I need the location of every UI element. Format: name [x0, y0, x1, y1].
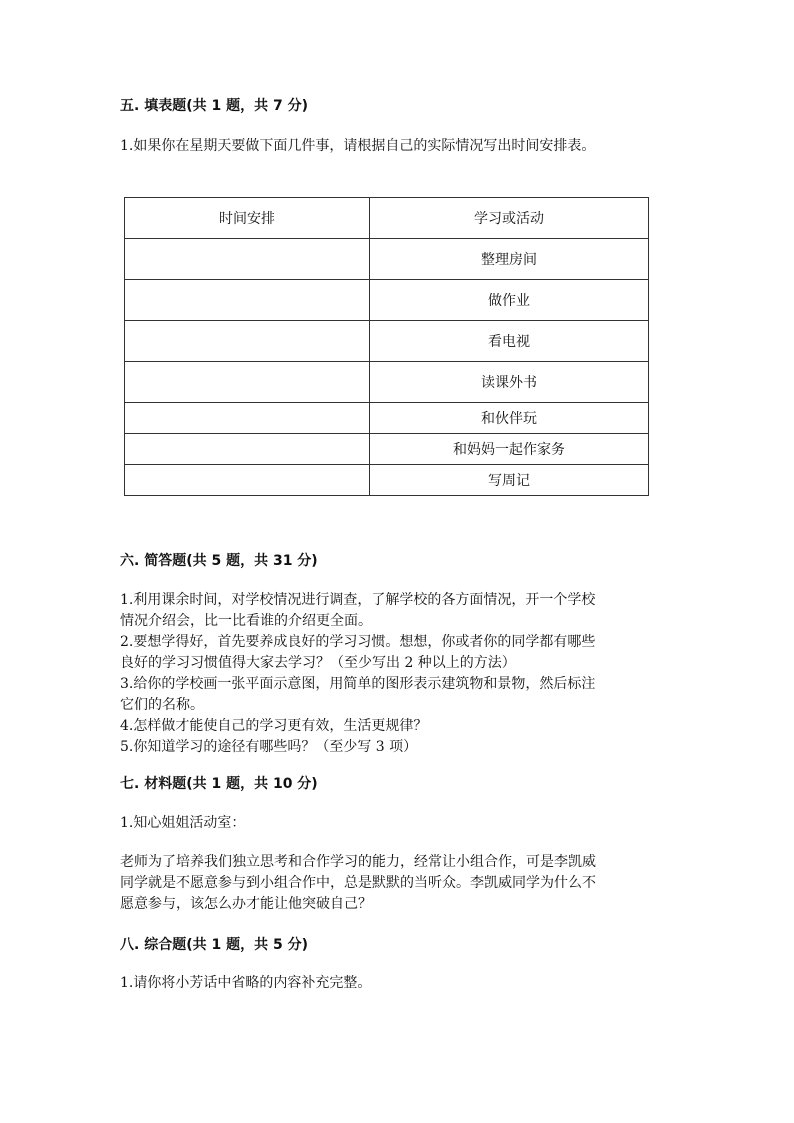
- question-line: 它们的名称。: [120, 697, 204, 713]
- table-row: [125, 321, 649, 362]
- time-cell[interactable]: [125, 465, 370, 496]
- time-cell[interactable]: [125, 434, 370, 465]
- question-line: 情况介绍会，比一比看谁的介绍更全面。: [120, 613, 372, 629]
- material-line: 同学就是不愿意参与到小组合作中，总是默默的当听众。李凯威同学为什么不: [120, 875, 596, 891]
- question-text: 1.如果你在星期天要做下面几件事，请根据自己的实际情况写出时间安排表。: [120, 138, 596, 154]
- table-row: [125, 434, 649, 465]
- section-8-heading: 八. 综合题(共 1 题，共 5 分): [120, 937, 308, 953]
- time-cell[interactable]: [125, 362, 370, 403]
- question-line: 2.要想学得好，首先要养成良好的学习习惯。想想，你或者你的同学都有哪些: [120, 634, 596, 650]
- section-5-heading: 五. 填表题(共 1 题，共 7 分): [120, 98, 308, 114]
- question-line: 5.你知道学习的途径有哪些吗？（至少写 3 项）: [120, 739, 418, 755]
- time-cell[interactable]: [125, 239, 370, 280]
- section-6-questions: [120, 590, 680, 758]
- header-activity: 学习或活动: [370, 198, 649, 239]
- time-cell[interactable]: [125, 280, 370, 321]
- question-text: 1.知心姐姐活动室：: [120, 815, 246, 831]
- header-time: 时间安排: [125, 198, 370, 239]
- question-text: 1.请你将小芳话中省略的内容补充完整。: [120, 975, 372, 991]
- question-line: 4.怎样做才能使自己的学习更有效，生活更规律？: [120, 718, 428, 734]
- table-row: [125, 362, 649, 403]
- activity-cell: 和伙伴玩: [370, 403, 649, 434]
- activity-cell: 读课外书: [370, 362, 649, 403]
- time-cell[interactable]: [125, 321, 370, 362]
- table-row: [125, 280, 649, 321]
- table-header-row: [125, 198, 649, 239]
- table-row: [125, 403, 649, 434]
- table-row: [125, 239, 649, 280]
- section-6-heading: 六. 简答题(共 5 题，共 31 分): [120, 553, 318, 569]
- material-line: 老师为了培养我们独立思考和合作学习的能力，经常让小组合作，可是李凯威: [120, 854, 596, 870]
- section-7-heading: 七. 材料题(共 1 题，共 10 分): [120, 776, 318, 792]
- section-7-question-1: [120, 813, 680, 834]
- section-5-question-1: [120, 136, 680, 157]
- time-cell[interactable]: [125, 403, 370, 434]
- material-line: 愿意参与，该怎么办才能让他突破自己？: [120, 896, 372, 912]
- question-line: 3.给你的学校画一张平面示意图，用简单的图形表示建筑物和景物，然后标注: [120, 676, 596, 692]
- schedule-table: [124, 197, 649, 496]
- question-line: 1.利用课余时间，对学校情况进行调查，了解学校的各方面情况，开一个学校: [120, 592, 596, 608]
- activity-cell: 写周记: [370, 465, 649, 496]
- activity-cell: 和妈妈一起作家务: [370, 434, 649, 465]
- section-7-material: [120, 852, 680, 915]
- section-8-question-1: [120, 973, 680, 994]
- question-line: 良好的学习习惯值得大家去学习？（至少写出 2 种以上的方法）: [120, 655, 516, 671]
- table-row: [125, 465, 649, 496]
- activity-cell: 整理房间: [370, 239, 649, 280]
- activity-cell: 看电视: [370, 321, 649, 362]
- activity-cell: 做作业: [370, 280, 649, 321]
